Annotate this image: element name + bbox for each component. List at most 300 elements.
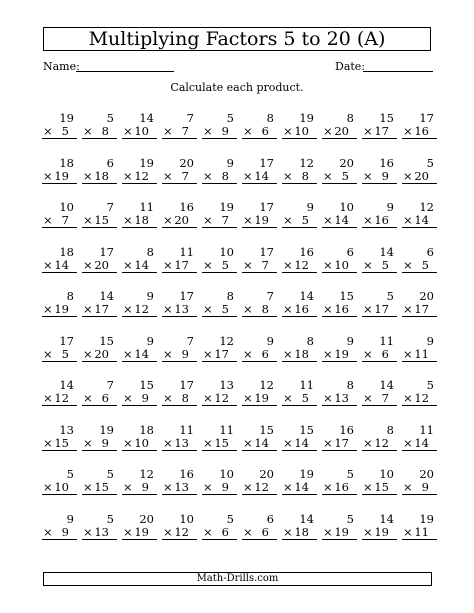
multiplicand: 5 bbox=[386, 289, 394, 303]
problem bbox=[362, 290, 402, 335]
multiplicand: 11 bbox=[219, 422, 234, 437]
times-sign: × bbox=[203, 168, 213, 183]
multiplicand: 19 bbox=[419, 511, 434, 526]
multiplier-line bbox=[202, 526, 237, 540]
multiplier: 9 bbox=[141, 480, 149, 494]
multiplicand: 17 bbox=[259, 200, 274, 214]
multiplier-line bbox=[242, 348, 277, 362]
times-sign: × bbox=[163, 391, 173, 405]
name-label: Name: bbox=[43, 60, 80, 73]
problem bbox=[362, 246, 402, 291]
times-sign: × bbox=[83, 302, 93, 316]
multiplicand: 9 bbox=[386, 200, 394, 214]
multiplier-line bbox=[122, 259, 157, 273]
multiplicand: 14 bbox=[59, 378, 74, 392]
times-sign: × bbox=[163, 480, 173, 494]
times-sign: × bbox=[243, 480, 253, 494]
multiplier: 5 bbox=[221, 257, 229, 272]
problem bbox=[82, 468, 122, 513]
multiplier-line bbox=[242, 437, 277, 451]
multiplier-line bbox=[242, 303, 277, 317]
problem bbox=[202, 290, 242, 335]
times-sign: × bbox=[163, 257, 173, 272]
problem bbox=[82, 157, 122, 202]
problem bbox=[282, 379, 322, 424]
problem-row bbox=[42, 246, 442, 291]
problem bbox=[162, 112, 202, 157]
multiplier-line bbox=[122, 526, 157, 540]
problem bbox=[282, 112, 322, 157]
multiplier: 12 bbox=[134, 302, 149, 316]
times-sign: × bbox=[403, 213, 413, 227]
multiplier: 7 bbox=[181, 168, 189, 183]
multiplicand: 18 bbox=[59, 244, 74, 259]
multiplicand: 15 bbox=[339, 289, 354, 303]
multiplier: 9 bbox=[181, 346, 189, 361]
problem bbox=[162, 201, 202, 246]
multiplier-line bbox=[162, 125, 197, 139]
multiplicand: 16 bbox=[379, 155, 394, 170]
multiplier-line bbox=[42, 259, 77, 273]
problem bbox=[82, 290, 122, 335]
multiplier: 17 bbox=[374, 302, 389, 316]
multiplicand: 5 bbox=[66, 467, 74, 481]
problem bbox=[202, 201, 242, 246]
times-sign: × bbox=[203, 302, 213, 316]
multiplier: 12 bbox=[54, 391, 69, 405]
problem bbox=[202, 379, 242, 424]
problem bbox=[122, 112, 162, 157]
multiplicand: 10 bbox=[219, 244, 234, 259]
multiplier: 12 bbox=[374, 435, 389, 450]
times-sign: × bbox=[363, 391, 373, 405]
multiplicand: 8 bbox=[346, 378, 354, 392]
multiplier-line bbox=[282, 481, 317, 495]
multiplier: 6 bbox=[261, 524, 269, 539]
multiplier-line bbox=[42, 437, 77, 451]
multiplier-line bbox=[122, 348, 157, 362]
multiplicand: 7 bbox=[186, 111, 194, 125]
multiplier: 20 bbox=[334, 124, 349, 138]
multiplicand: 6 bbox=[426, 244, 434, 259]
times-sign: × bbox=[123, 435, 133, 450]
multiplicand: 5 bbox=[106, 111, 114, 125]
multiplier-line bbox=[242, 125, 277, 139]
multiplicand: 20 bbox=[419, 467, 434, 481]
problem bbox=[122, 424, 162, 469]
problem bbox=[42, 335, 82, 380]
problem bbox=[242, 201, 282, 246]
multiplier-line bbox=[202, 259, 237, 273]
multiplier-line bbox=[122, 303, 157, 317]
multiplier: 7 bbox=[181, 124, 189, 138]
times-sign: × bbox=[243, 168, 253, 183]
multiplier-line bbox=[82, 125, 117, 139]
multiplicand: 8 bbox=[66, 289, 74, 303]
multiplier-line bbox=[322, 303, 357, 317]
problem bbox=[202, 335, 242, 380]
times-sign: × bbox=[323, 391, 333, 405]
problem bbox=[202, 112, 242, 157]
multiplier: 16 bbox=[334, 480, 349, 494]
problem bbox=[122, 157, 162, 202]
multiplier-line bbox=[162, 437, 197, 451]
worksheet-title: Multiplying Factors 5 to 20 (A) bbox=[43, 27, 431, 51]
multiplicand: 15 bbox=[299, 422, 314, 437]
multiplier: 17 bbox=[414, 302, 429, 316]
multiplier: 10 bbox=[54, 480, 69, 494]
multiplier-line bbox=[322, 481, 357, 495]
times-sign: × bbox=[123, 391, 133, 405]
problem bbox=[402, 335, 442, 380]
multiplier-line bbox=[322, 526, 357, 540]
problem bbox=[202, 424, 242, 469]
times-sign: × bbox=[323, 435, 333, 450]
problem bbox=[242, 157, 282, 202]
multiplier: 11 bbox=[414, 346, 429, 361]
problem bbox=[122, 513, 162, 558]
times-sign: × bbox=[163, 346, 173, 361]
multiplier: 7 bbox=[381, 391, 389, 405]
times-sign: × bbox=[43, 124, 53, 138]
times-sign: × bbox=[123, 257, 133, 272]
multiplier: 7 bbox=[261, 257, 269, 272]
multiplier: 17 bbox=[334, 435, 349, 450]
multiplier: 14 bbox=[54, 257, 69, 272]
problem-row bbox=[42, 468, 442, 513]
problem bbox=[402, 290, 442, 335]
multiplicand: 18 bbox=[59, 155, 74, 170]
problem bbox=[402, 513, 442, 558]
problem bbox=[242, 112, 282, 157]
times-sign: × bbox=[203, 480, 213, 494]
problem bbox=[322, 513, 362, 558]
multiplier: 11 bbox=[414, 524, 429, 539]
problem-row bbox=[42, 201, 442, 246]
problem bbox=[282, 424, 322, 469]
problem bbox=[82, 513, 122, 558]
times-sign: × bbox=[363, 524, 373, 539]
multiplier-line bbox=[362, 125, 397, 139]
problem bbox=[42, 246, 82, 291]
multiplicand: 5 bbox=[226, 111, 234, 125]
times-sign: × bbox=[123, 346, 133, 361]
multiplier-line bbox=[162, 170, 197, 184]
times-sign: × bbox=[283, 391, 293, 405]
multiplicand: 19 bbox=[299, 467, 314, 481]
multiplicand: 14 bbox=[379, 378, 394, 392]
times-sign: × bbox=[403, 302, 413, 316]
multiplier: 19 bbox=[334, 346, 349, 361]
problem bbox=[402, 157, 442, 202]
multiplier: 18 bbox=[294, 346, 309, 361]
problem bbox=[322, 335, 362, 380]
multiplier-line bbox=[282, 259, 317, 273]
problem bbox=[122, 335, 162, 380]
times-sign: × bbox=[403, 524, 413, 539]
multiplier-line bbox=[162, 481, 197, 495]
multiplier: 13 bbox=[174, 480, 189, 494]
times-sign: × bbox=[323, 346, 333, 361]
multiplier: 5 bbox=[421, 257, 429, 272]
problem bbox=[242, 424, 282, 469]
problem bbox=[162, 424, 202, 469]
multiplier: 5 bbox=[61, 124, 69, 138]
multiplier-line bbox=[42, 303, 77, 317]
problem-row bbox=[42, 424, 442, 469]
multiplier: 14 bbox=[334, 213, 349, 227]
multiplier: 5 bbox=[301, 213, 309, 227]
multiplier: 13 bbox=[174, 435, 189, 450]
times-sign: × bbox=[123, 124, 133, 138]
multiplier: 10 bbox=[134, 124, 149, 138]
multiplier: 18 bbox=[134, 213, 149, 227]
problem bbox=[242, 468, 282, 513]
problem bbox=[42, 424, 82, 469]
times-sign: × bbox=[363, 257, 373, 272]
multiplicand: 8 bbox=[266, 111, 274, 125]
problem-row bbox=[42, 112, 442, 157]
multiplier: 14 bbox=[414, 435, 429, 450]
multiplier-line bbox=[242, 170, 277, 184]
times-sign: × bbox=[283, 524, 293, 539]
multiplier-line bbox=[82, 392, 117, 406]
problem-row bbox=[42, 513, 442, 558]
problem bbox=[242, 379, 282, 424]
multiplier: 15 bbox=[94, 213, 109, 227]
multiplicand: 8 bbox=[306, 333, 314, 348]
times-sign: × bbox=[243, 435, 253, 450]
times-sign: × bbox=[323, 480, 333, 494]
multiplicand: 6 bbox=[266, 511, 274, 526]
multiplier-line bbox=[162, 392, 197, 406]
multiplier-line bbox=[362, 348, 397, 362]
multiplicand: 14 bbox=[379, 244, 394, 259]
multiplier-line bbox=[42, 481, 77, 495]
problem bbox=[202, 246, 242, 291]
multiplier: 7 bbox=[61, 213, 69, 227]
problem bbox=[82, 112, 122, 157]
multiplier: 9 bbox=[141, 391, 149, 405]
times-sign: × bbox=[163, 524, 173, 539]
multiplier: 15 bbox=[94, 480, 109, 494]
problem bbox=[202, 468, 242, 513]
times-sign: × bbox=[43, 346, 53, 361]
problem bbox=[162, 290, 202, 335]
multiplicand: 19 bbox=[139, 155, 154, 170]
times-sign: × bbox=[323, 168, 333, 183]
problem bbox=[82, 379, 122, 424]
multiplier: 9 bbox=[101, 435, 109, 450]
times-sign: × bbox=[243, 213, 253, 227]
multiplicand: 9 bbox=[266, 333, 274, 348]
multiplier-line bbox=[242, 392, 277, 406]
multiplicand: 17 bbox=[419, 111, 434, 125]
multiplicand: 17 bbox=[179, 378, 194, 392]
multiplier-line bbox=[202, 170, 237, 184]
problem bbox=[242, 290, 282, 335]
multiplier: 16 bbox=[374, 213, 389, 227]
multiplier: 19 bbox=[254, 391, 269, 405]
multiplicand: 8 bbox=[146, 244, 154, 259]
multiplicand: 20 bbox=[259, 467, 274, 481]
problem bbox=[362, 112, 402, 157]
multiplier-line bbox=[162, 303, 197, 317]
times-sign: × bbox=[363, 435, 373, 450]
multiplicand: 5 bbox=[346, 467, 354, 481]
problem bbox=[322, 157, 362, 202]
multiplier: 19 bbox=[334, 524, 349, 539]
multiplicand: 7 bbox=[266, 289, 274, 303]
multiplier: 8 bbox=[101, 124, 109, 138]
multiplicand: 11 bbox=[179, 422, 194, 437]
times-sign: × bbox=[323, 257, 333, 272]
problem bbox=[282, 335, 322, 380]
problem bbox=[242, 246, 282, 291]
times-sign: × bbox=[83, 213, 93, 227]
multiplicand: 8 bbox=[346, 111, 354, 125]
times-sign: × bbox=[283, 124, 293, 138]
multiplier: 14 bbox=[294, 480, 309, 494]
multiplicand: 17 bbox=[59, 333, 74, 348]
times-sign: × bbox=[83, 257, 93, 272]
times-sign: × bbox=[203, 346, 213, 361]
times-sign: × bbox=[163, 435, 173, 450]
multiplier-line bbox=[42, 348, 77, 362]
problem bbox=[402, 424, 442, 469]
multiplier-line bbox=[202, 348, 237, 362]
multiplicand: 17 bbox=[99, 244, 114, 259]
date-label: Date: bbox=[335, 60, 366, 73]
multiplier-line bbox=[322, 437, 357, 451]
times-sign: × bbox=[43, 391, 53, 405]
times-sign: × bbox=[203, 435, 213, 450]
multiplicand: 14 bbox=[299, 289, 314, 303]
multiplier: 6 bbox=[381, 346, 389, 361]
problem-row bbox=[42, 157, 442, 202]
problem bbox=[282, 290, 322, 335]
multiplicand: 5 bbox=[346, 511, 354, 526]
problem bbox=[42, 112, 82, 157]
problem bbox=[322, 112, 362, 157]
multiplier-line bbox=[82, 214, 117, 228]
problem bbox=[362, 157, 402, 202]
multiplier-line bbox=[362, 437, 397, 451]
multiplicand: 10 bbox=[379, 467, 394, 481]
multiplier: 19 bbox=[374, 524, 389, 539]
problem bbox=[362, 513, 402, 558]
multiplier: 19 bbox=[134, 524, 149, 539]
multiplicand: 12 bbox=[419, 200, 434, 214]
multiplicand: 15 bbox=[99, 333, 114, 348]
multiplier-line bbox=[42, 214, 77, 228]
multiplicand: 20 bbox=[339, 155, 354, 170]
multiplier-line bbox=[402, 259, 437, 273]
multiplier: 14 bbox=[134, 257, 149, 272]
multiplier-line bbox=[282, 437, 317, 451]
multiplier-line bbox=[202, 303, 237, 317]
multiplier: 9 bbox=[381, 168, 389, 183]
multiplier: 19 bbox=[54, 168, 69, 183]
multiplier: 12 bbox=[134, 168, 149, 183]
multiplicand: 20 bbox=[179, 155, 194, 170]
times-sign: × bbox=[203, 524, 213, 539]
multiplier: 19 bbox=[54, 302, 69, 316]
times-sign: × bbox=[163, 302, 173, 316]
multiplier-line bbox=[82, 170, 117, 184]
times-sign: × bbox=[243, 524, 253, 539]
times-sign: × bbox=[83, 346, 93, 361]
multiplier-line bbox=[322, 392, 357, 406]
times-sign: × bbox=[283, 480, 293, 494]
multiplier-line bbox=[402, 526, 437, 540]
multiplier: 5 bbox=[61, 346, 69, 361]
times-sign: × bbox=[123, 213, 133, 227]
times-sign: × bbox=[243, 346, 253, 361]
instructions: Calculate each product. bbox=[170, 81, 304, 94]
problem bbox=[402, 201, 442, 246]
times-sign: × bbox=[243, 124, 253, 138]
problem bbox=[42, 379, 82, 424]
multiplier: 17 bbox=[174, 257, 189, 272]
multiplier-line bbox=[42, 125, 77, 139]
problem bbox=[362, 335, 402, 380]
multiplier-line bbox=[122, 125, 157, 139]
problem bbox=[162, 246, 202, 291]
multiplier: 12 bbox=[254, 480, 269, 494]
student-fields bbox=[43, 60, 433, 74]
times-sign: × bbox=[43, 213, 53, 227]
multiplicand: 9 bbox=[146, 289, 154, 303]
multiplier: 12 bbox=[174, 524, 189, 539]
problem bbox=[322, 468, 362, 513]
multiplicand: 12 bbox=[219, 333, 234, 348]
times-sign: × bbox=[363, 302, 373, 316]
multiplier: 5 bbox=[221, 302, 229, 316]
multiplier-line bbox=[82, 259, 117, 273]
multiplier-line bbox=[322, 170, 357, 184]
multiplier-line bbox=[202, 214, 237, 228]
multiplier-line bbox=[282, 214, 317, 228]
problem bbox=[282, 468, 322, 513]
times-sign: × bbox=[43, 257, 53, 272]
multiplier: 9 bbox=[221, 480, 229, 494]
problem bbox=[122, 468, 162, 513]
multiplier-line bbox=[402, 392, 437, 406]
multiplier: 20 bbox=[94, 257, 109, 272]
multiplicand: 5 bbox=[106, 467, 114, 481]
multiplicand: 11 bbox=[179, 244, 194, 259]
multiplier: 10 bbox=[134, 435, 149, 450]
multiplier: 9 bbox=[421, 480, 429, 494]
times-sign: × bbox=[83, 524, 93, 539]
problem bbox=[82, 246, 122, 291]
multiplier-line bbox=[362, 392, 397, 406]
multiplier-line bbox=[202, 125, 237, 139]
times-sign: × bbox=[203, 257, 213, 272]
multiplicand: 17 bbox=[179, 289, 194, 303]
multiplicand: 13 bbox=[219, 378, 234, 392]
problem bbox=[82, 424, 122, 469]
times-sign: × bbox=[283, 257, 293, 272]
problem bbox=[122, 290, 162, 335]
multiplier: 19 bbox=[254, 213, 269, 227]
multiplier-line bbox=[122, 392, 157, 406]
multiplier-line bbox=[42, 526, 77, 540]
multiplier-line bbox=[362, 481, 397, 495]
problem bbox=[162, 157, 202, 202]
times-sign: × bbox=[43, 168, 53, 183]
